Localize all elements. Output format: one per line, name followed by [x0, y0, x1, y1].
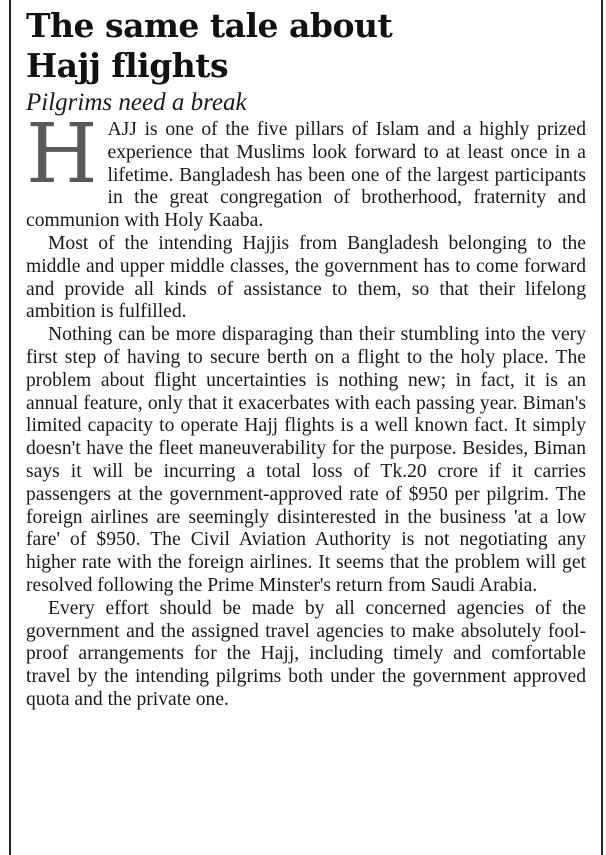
subheadline: Pilgrims need a break — [26, 89, 247, 116]
headline-line-2: Hajj flights — [26, 46, 229, 85]
column-rule-right — [601, 0, 603, 855]
paragraph-3: Nothing can be more disparaging than their stumbling into the very first step of having to secure berth on a flight to the holy place. The problem about flight uncertainties is nothing new; in fact, it is an annual feature, only that it exacerbates with each passing year. Biman's limited capacity to operate Hajj flights is a well known fact. It simply doesn't have the fleet maneuverability for the purpose. Besides, Biman says it will be incurring a total loss of Tk.20 crore if it carries passengers at the government-approved rate of $950 per pilgrim. The foreign airlines are seemingly disinterested in the business 'at a low fare' of $950. The Civil Aviation Authority is not negotiating any higher rate with the foreign airlines. It seems that the problem will get resolved following the Prime Minster's return from Saudi Arabia. — [26, 324, 586, 596]
headline — [26, 6, 586, 86]
column-rule-left — [9, 0, 11, 855]
paragraph-1 — [26, 107, 586, 233]
drop-cap: H — [26, 107, 98, 202]
editorial-article — [26, 6, 586, 712]
headline-line-1: The same tale about — [26, 6, 393, 45]
paragraph-1-text: AJJ is one of the five pillars of Islam and a highly prized experience that Muslims look forward to at least once in a lifetime. Bangladesh has been one of the largest participants in the great congregation of brotherhood, fraternity and communion with Holy Kaaba. — [26, 119, 586, 232]
paragraph-2: Most of the intending Hajjis from Bangladesh belonging to the middle and upper middle classes, the government has to come forward and provide all kinds of assistance to them, so that their lifelong ambition is fulfilled. — [26, 232, 586, 323]
article-body — [26, 107, 586, 712]
paragraph-4: Every effort should be made by all concerned agencies of the government and the assigned travel agencies to make absolutely fool-proof arrangements for the Hajj, including timely and comfortable travel by the intending pilgrims both under the government approved quota and the private one. — [26, 597, 586, 710]
